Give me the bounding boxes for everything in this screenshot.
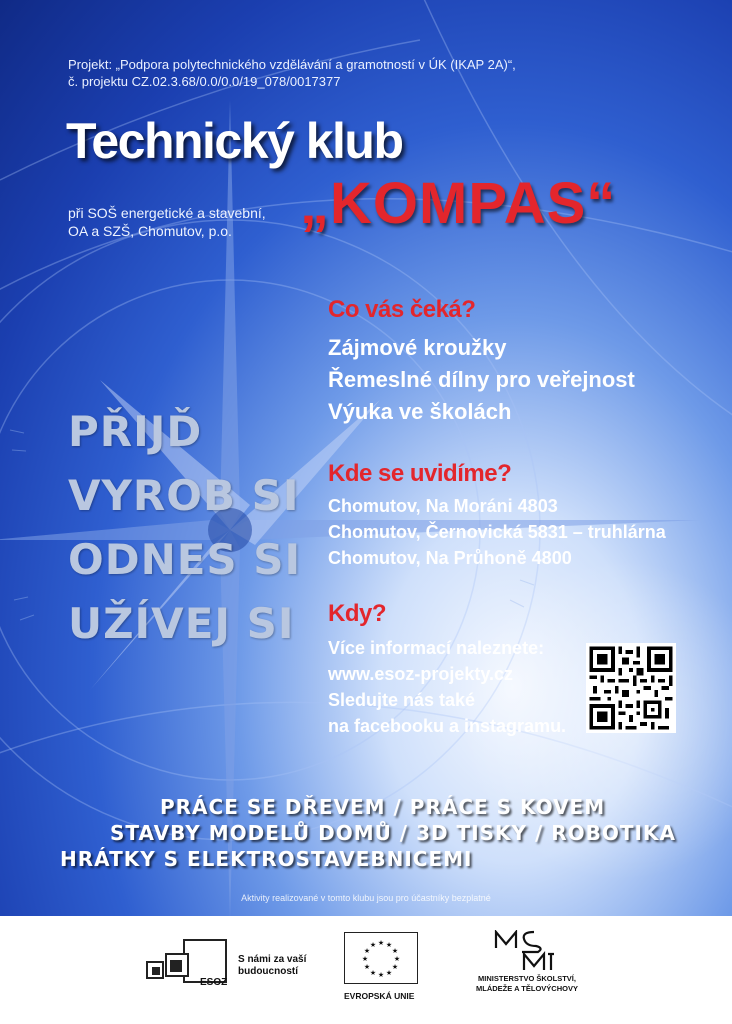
where-list bbox=[328, 493, 666, 571]
list-item: Chomutov, Na Průhoně 4800 bbox=[328, 548, 572, 568]
project-info bbox=[68, 56, 628, 90]
eu-logo bbox=[344, 932, 418, 1012]
slogan: PŘIJĎ bbox=[68, 407, 203, 456]
esoz-tagline-line-1: S námi za vaší bbox=[238, 954, 307, 965]
msmt-logo bbox=[462, 930, 592, 1010]
info-line: Více informací naleznete: bbox=[328, 638, 545, 658]
esoz-tagline-line-2: budoucností bbox=[238, 966, 298, 977]
activities-line-1: PRÁCE SE DŘEVEM / PRÁCE S KOVEM bbox=[160, 795, 606, 819]
where-heading: Kde se uvidíme? bbox=[328, 460, 512, 487]
svg-text:★: ★ bbox=[385, 969, 393, 977]
qr-code[interactable] bbox=[586, 643, 676, 733]
list-item: Zájmové kroužky bbox=[328, 335, 507, 360]
info-line: na facebooku a instagramu. bbox=[328, 716, 567, 736]
svg-text:★: ★ bbox=[391, 947, 399, 955]
esoz-logo bbox=[146, 938, 306, 998]
club-name: „KOMPAS“ bbox=[300, 171, 617, 236]
svg-text:★: ★ bbox=[393, 955, 401, 963]
list-item: Chomutov, Černovická 5831 – truhlárna bbox=[328, 522, 666, 542]
esoz-brand: ESOZ bbox=[200, 977, 228, 988]
svg-text:★: ★ bbox=[377, 971, 385, 979]
svg-text:★: ★ bbox=[385, 941, 393, 949]
slogan: ODNES SI bbox=[68, 535, 302, 584]
footer-logos bbox=[0, 916, 732, 1024]
activities-line-3: HRÁTKY S ELEKTROSTAVEBNICEMI bbox=[60, 847, 473, 871]
eu-flag-icon bbox=[344, 932, 418, 984]
what-heading: Co vás čeká? bbox=[328, 296, 476, 323]
activities-line-2: STAVBY MODELŮ DOMŮ / 3D TISKY / ROBOTIKA bbox=[110, 821, 676, 845]
slogans bbox=[68, 400, 301, 656]
free-note: Aktivity realizované v tomto klubu jsou pro účastníky bezplatné bbox=[241, 893, 491, 903]
school-subtitle bbox=[68, 204, 266, 240]
svg-text:★: ★ bbox=[363, 963, 371, 971]
project-name: Projekt: „Podpora polytechnického vzdělávání a gramotností v ÚK (IKAP 2A)“, bbox=[68, 57, 516, 72]
when-heading: Kdy? bbox=[328, 600, 386, 627]
eu-label: EVROPSKÁ UNIE bbox=[344, 991, 415, 1001]
page-title: Technický klub bbox=[66, 113, 403, 169]
school-line-2: OA a SZŠ, Chomutov, p.o. bbox=[68, 223, 232, 239]
svg-text:★: ★ bbox=[377, 939, 385, 947]
esoz-tagline bbox=[238, 954, 306, 978]
list-item: Řemeslné dílny pro veřejnost bbox=[328, 367, 635, 392]
list-item: Chomutov, Na Moráni 4803 bbox=[328, 496, 558, 516]
svg-text:★: ★ bbox=[391, 963, 399, 971]
svg-text:★: ★ bbox=[363, 947, 371, 955]
msmt-line-1: MINISTERSTVO ŠKOLSTVÍ, bbox=[478, 974, 576, 983]
when-info bbox=[328, 635, 566, 739]
msmt-label bbox=[462, 974, 592, 994]
svg-text:★: ★ bbox=[369, 941, 377, 949]
info-line: Sledujte nás také bbox=[328, 690, 476, 710]
slogan: UŽÍVEJ SI bbox=[68, 599, 295, 648]
project-number: č. projektu CZ.02.3.68/0.0/0.0/19_078/0017377 bbox=[68, 74, 341, 89]
msmt-line-2: MLÁDEŽE A TĚLOVÝCHOVY bbox=[476, 984, 578, 993]
msmt-monogram-icon bbox=[494, 930, 554, 972]
svg-text:★: ★ bbox=[369, 969, 377, 977]
what-list bbox=[328, 332, 635, 428]
school-line-1: při SOŠ energetické a stavební, bbox=[68, 205, 266, 221]
slogan: VYROB SI bbox=[68, 471, 300, 520]
website-link[interactable]: www.esoz-projekty.cz bbox=[328, 664, 514, 684]
list-item: Výuka ve školách bbox=[328, 399, 512, 424]
svg-text:★: ★ bbox=[361, 955, 369, 963]
